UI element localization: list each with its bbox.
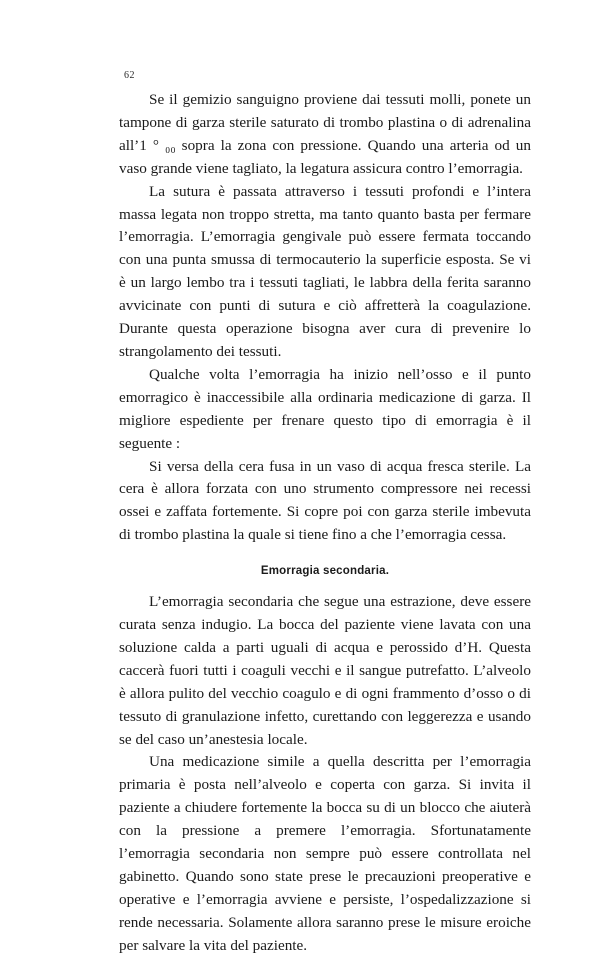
paragraph-secondary-bleeding: L’emorragia secondaria che segue una estrazione, deve essere curata senza indugio. La bocca del paziente viene lavata con una soluzione calda a parti uguali di acqua e perossido d’H. Questa caccerà fuori tutti i coaguli vecchi e il sangue putrefatto. L’alveolo è allora pulito del vecchio coagulo e di ogni frammento d’osso o di tessuto di granulazione infetto, curettando con leggerezza e usando se del caso un’anestesia locale. (119, 593, 531, 748)
paragraph-bone-bleeding: Qualche volta l’emorragia ha inizio nell’osso e il punto emorragico è inaccessibile alla ordinaria medicazione di garza. Il migliore espediente per frenare questo tipo di emorragia è il seguente : (119, 365, 531, 452)
body-text (119, 89, 531, 958)
paragraph-suture: La sutura è passata attraverso i tessuti profondi e l’intera massa legata non troppo stretta, ma tanto quanto basta per fermare l’emorragia. L’emorragia gengivale può essere fermata toccando con una punta smussa di termocauterio la superficie esposta. Se vi è un largo lembo tra i tessuti tagliati, le labbra della ferita saranno avvicinate con punti di sutura e ciò affretterà la coagulazione. Durante questa operazione bisogna aver cura di prevenire lo strangolamento dei tessuti. (119, 182, 531, 360)
paragraph-medication: Una medicazione simile a quella descritta per l’emorragia primaria è posta nell’alveolo e coperta con garza. Si invita il paziente a chiudere fortemente la bocca su di un blocco che aiuterà con la pressione a premere l’emorragia. Sfortunatamente l’emorragia secondaria non sempre può essere controllata nel gabinetto. Quando sono state prese le precauzioni preoperative e operative e l’emorragia avviene e persiste, l’ospedalizzazione si rende necessaria. Solamente allora saranno prese le misure eroiche per salvare la vita del paziente. (119, 753, 531, 954)
paragraph-soft-tissue-bleeding: Se il gemizio sanguigno proviene dai tessuti molli, ponete un tampone di garza sterile saturato di trombo plastina o di adrenalina all’1 ° ₀₀ sopra la zona con pressione. Quando una arteria od un vaso grande viene tagliato, la legatura assicura contro l’emorragia. (119, 91, 531, 177)
section-title: Emorragia secondaria. (260, 565, 390, 578)
paragraph-wax-procedure: Si versa della cera fusa in un vaso di acqua fresca sterile. La cera è allora forzata con uno strumento compressore nei recessi ossei e zaffata fortemente. Si copre poi con garza sterile imbevuta di trombo plastina la quale si tiene fino a che l’emorragia cessa. (119, 457, 531, 544)
page-number: 62 (124, 70, 135, 81)
